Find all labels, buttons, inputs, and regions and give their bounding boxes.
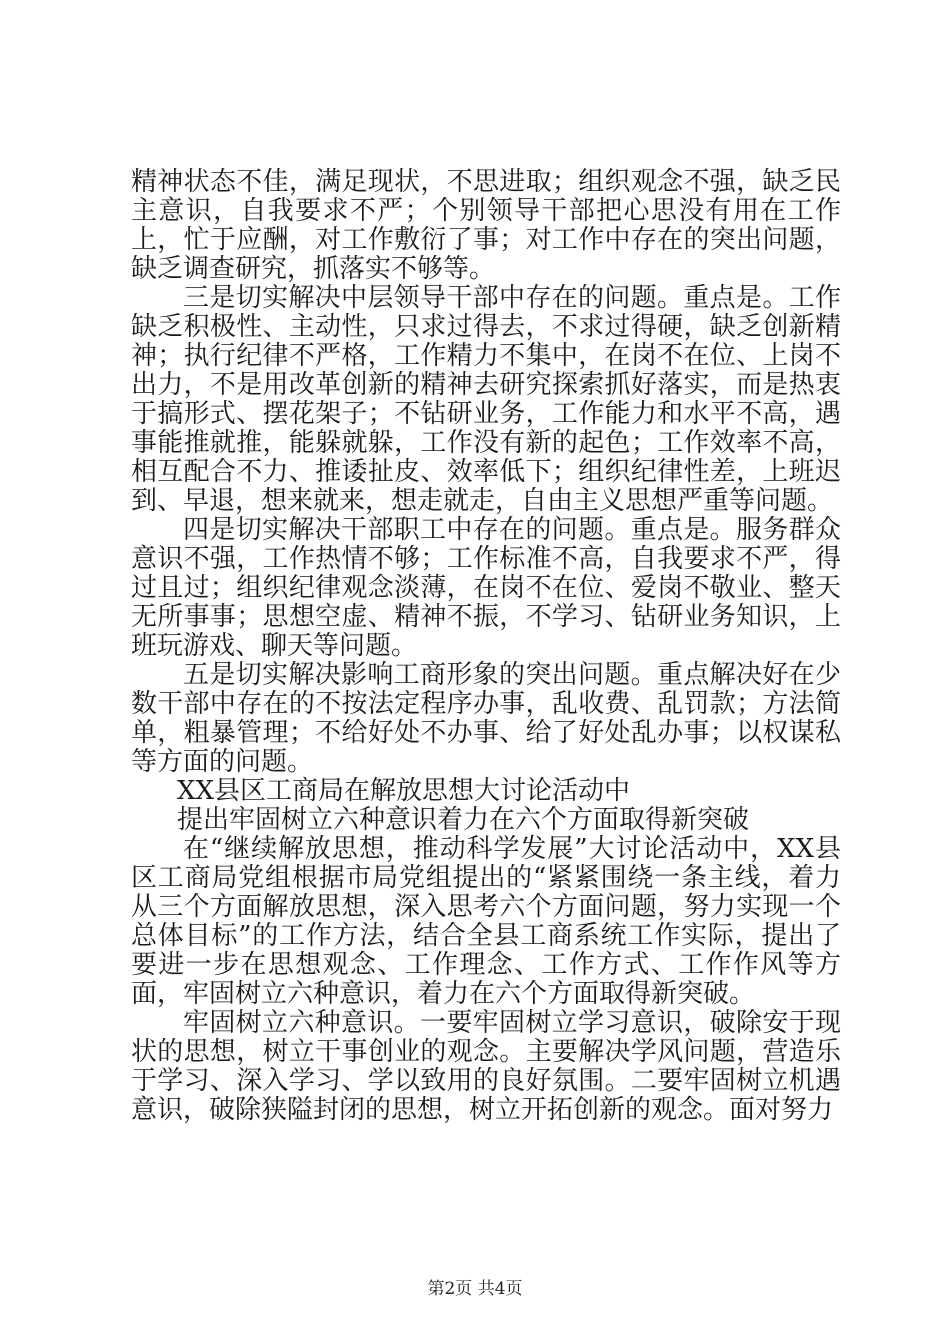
paragraph-staff: 四是切实解决干部职工中存在的问题。重点是。服务群众意识不强，工作热情不够；工作标准不高，自我要求不严，得过且过；组织纪律观念淡薄，在岗不在位、爱岗不敬业、整天无所事事；思想空虚、精神不振，不学习、钻研业务知识，上班玩游戏、聊天等问题。 xyxy=(131,515,841,661)
document-body xyxy=(131,168,841,1125)
paragraph-campaign-intro: 在“继续解放思想，推动科学发展”大讨论活动中，XX县区工商局党组根据市局党组提出的“紧紧围绕一条主线，着力从三个方面解放思想，深入思考六个方面问题，努力实现一个总体目标”的工作方法，结合全县工商系统工作实际，提出了要进一步在思想观念、工作理念、工作方式、工作作风等方面，牢固树立六种意识，着力在六个方面取得新突破。 xyxy=(131,834,841,1009)
paragraph-six-awareness: 牢固树立六种意识。一要牢固树立学习意识，破除安于现状的思想，树立干事创业的观念。主要解决学风问题，营造乐于学习、深入学习、学以致用的良好氛围。二要牢固树立机遇意识，破除狭隘封闭的思想，树立开拓创新的观念。面对努力 xyxy=(131,1008,841,1125)
paragraph-middle-cadres: 三是切实解决中层领导干部中存在的问题。重点是。工作缺乏积极性、主动性，只求过得去，不求过得硬，缺乏创新精神；执行纪律不严格，工作精力不集中，在岗不在位、上岗不出力，不是用改革创新的精神去研究探索抓好落实，而是热衷于搞形式、摆花架子；不钻研业务，工作能力和水平不高，遇事能推就推，能躲就躲，工作没有新的起色；工作效率不高，相互配合不力、推诿扯皮、效率低下；组织纪律性差，上班迟到、早退，想来就来，想走就走，自由主义思想严重等问题。 xyxy=(131,283,841,516)
paragraph-continuation: 精神状态不佳，满足现状，不思进取；组织观念不强，缺乏民主意识，自我要求不严；个别领导干部把心思没有用在工作上，忙于应酬，对工作敷衍了事；对工作中存在的突出问题，缺乏调查研究，抓落实不够等。 xyxy=(131,167,841,284)
page-number-footer: 第2页 共4页 xyxy=(427,1279,523,1299)
heading-line-2: 提出牢固树立六种意识着力在六个方面取得新突破 xyxy=(177,805,750,835)
paragraph-image-issues: 五是切实解决影响工商形象的突出问题。重点解决好在少数干部中存在的不按法定程序办事，乱收费、乱罚款；方法简单，粗暴管理；不给好处不办事、给了好处乱办事；以权谋私等方面的问题。 xyxy=(131,660,841,777)
heading-line-1: XX县区工商局在解放思想大讨论活动中 xyxy=(177,776,631,806)
